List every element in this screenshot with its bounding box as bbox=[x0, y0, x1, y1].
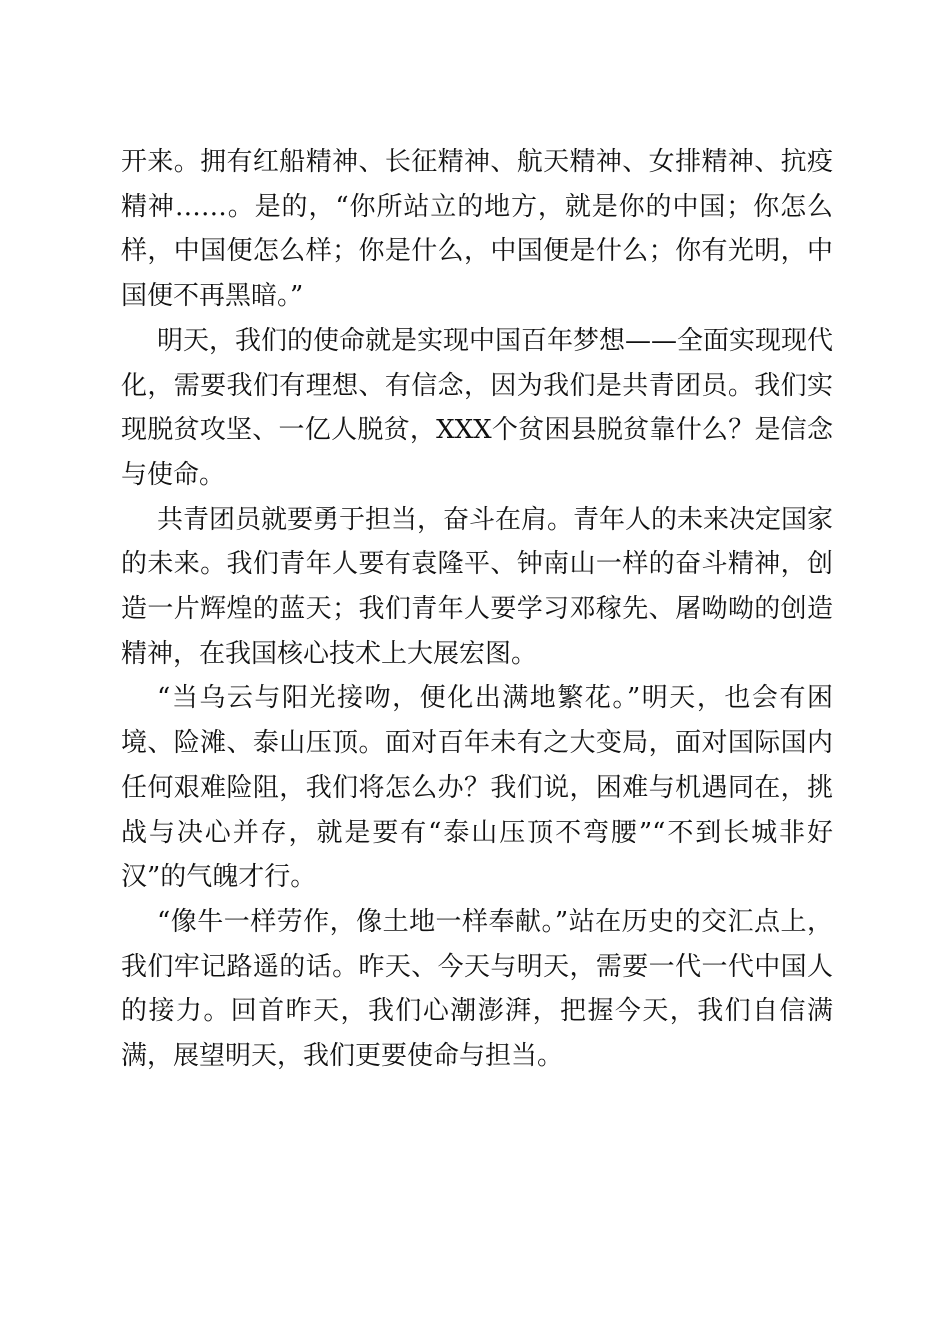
paragraph-4: “当乌云与阳光接吻，便化出满地繁花。”明天，也会有困境、险滩、泰山压顶。面对百年未有之大变局，面对国际国内任何艰难险阻，我们将怎么办？我们说，困难与机遇同在，挑战与决心并存，就是要有“泰山压顶不弯腰”“不到长城非好汉”的气魄才行。 bbox=[121, 683, 833, 893]
paragraph-2: 明天，我们的使命就是实现中国百年梦想——全面实现现代化，需要我们有理想、有信念，因为我们是共青团员。我们实现脱贫攻坚、一亿人脱贫，XXX个贫困县脱贫靠什么？是信念与使命。 bbox=[121, 325, 834, 490]
paragraph-5: “像牛一样劳作，像土地一样奉献。”站在历史的交汇点上，我们牢记路遥的话。昨天、今天与明天，需要一代一代中国人的接力。回首昨天，我们心潮澎湃，把握今天，我们自信满满，展望明天，我们更要使命与担当。 bbox=[121, 906, 833, 1072]
document-page bbox=[121, 140, 833, 1079]
paragraph-3: 共青团员就要勇于担当，奋斗在肩。青年人的未来决定国家的未来。我们青年人要有袁隆平、钟南山一样的奋斗精神，创造一片辉煌的蓝天；我们青年人要学习邓稼先、屠呦呦的创造精神，在我国核心技术上大展宏图。 bbox=[121, 504, 834, 669]
paragraph-1: 开来。拥有红船精神、长征精神、航天精神、女排精神、抗疫精神……。是的，“你所站立的地方，就是你的中国；你怎么样，中国便怎么样；你是什么，中国便是什么；你有光明，中国便不再黑暗。” bbox=[121, 147, 833, 312]
